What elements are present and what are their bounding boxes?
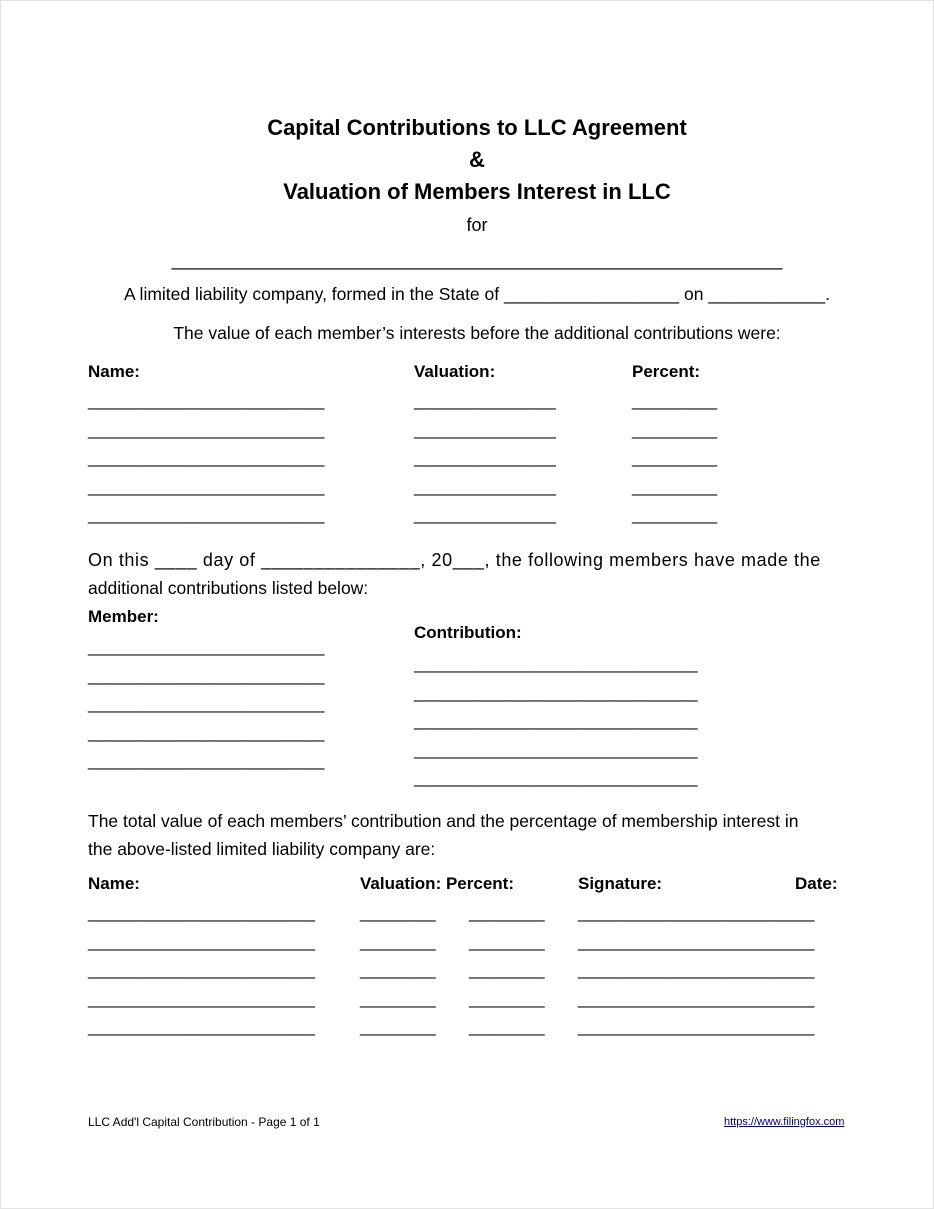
before-valuation-header: Valuation:: [414, 362, 496, 381]
additional-sentence-line-2: additional contributions listed below:: [88, 578, 369, 598]
before-valuation-blank[interactable]: _______________: [414, 476, 556, 496]
contribution-blank[interactable]: ______________________________: [414, 711, 698, 730]
contribution-header: Contribution:: [414, 623, 522, 642]
before-percent-header: Percent:: [632, 362, 701, 381]
before-valuation-blank[interactable]: _______________: [414, 505, 556, 524]
additional-sentence-line-1: On this ____ day of _______________, 20___, the following members have made the: [88, 550, 821, 570]
before-name-blank[interactable]: _________________________: [88, 448, 325, 467]
footer-website-link[interactable]: https://www.filingfox.com: [724, 1116, 845, 1128]
total-name-blank[interactable]: ________________________: [88, 988, 315, 1008]
total-signature-blank[interactable]: _________________________: [578, 903, 815, 922]
total-signature-blank[interactable]: _________________________: [578, 931, 815, 951]
total-name-blank[interactable]: ________________________: [88, 960, 315, 979]
total-percent-blank[interactable]: ________: [469, 988, 545, 1008]
before-name-blank[interactable]: _________________________: [88, 505, 325, 524]
total-name-blank[interactable]: ________________________: [88, 903, 315, 922]
before-name-blank[interactable]: _________________________: [88, 419, 325, 439]
total-valuation-blank[interactable]: ________: [360, 903, 436, 922]
total-name-blank[interactable]: ________________________: [88, 1017, 315, 1036]
total-sentence-line-2: the above-listed limited liability company are:: [88, 839, 436, 859]
contribution-blank[interactable]: ______________________________: [414, 768, 698, 787]
contribution-blank[interactable]: ______________________________: [414, 739, 698, 759]
total-percent-blank[interactable]: ________: [469, 1017, 545, 1036]
total-date-header: Date:: [795, 874, 838, 893]
before-percent-blank[interactable]: _________: [632, 391, 718, 410]
before-percent-blank[interactable]: _________: [632, 505, 718, 524]
before-percent-blank[interactable]: _________: [632, 448, 718, 467]
total-signature-blank[interactable]: _________________________: [578, 960, 815, 979]
for-label: for: [466, 215, 488, 235]
before-name-blank[interactable]: _________________________: [88, 391, 325, 410]
member-blank[interactable]: _________________________: [88, 694, 325, 713]
total-signature-blank[interactable]: _________________________: [578, 988, 815, 1008]
member-blank[interactable]: _________________________: [88, 722, 325, 742]
total-valuation-blank[interactable]: ________: [360, 960, 436, 979]
total-valuation-blank[interactable]: ________: [360, 988, 436, 1008]
total-signature-header: Signature:: [578, 874, 663, 893]
total-percent-blank[interactable]: ________: [469, 903, 545, 922]
contribution-blank[interactable]: ______________________________: [414, 654, 698, 673]
total-valuation-percent-header: Valuation: Percent:: [360, 874, 514, 893]
total-sentence-line-1: The total value of each members’ contribution and the percentage of membership interest in: [88, 811, 799, 831]
title-ampersand: &: [469, 147, 485, 172]
contribution-blank[interactable]: ______________________________: [414, 682, 698, 702]
before-percent-blank[interactable]: _________: [632, 419, 718, 439]
total-signature-blank[interactable]: _________________________: [578, 1017, 815, 1036]
before-valuation-blank[interactable]: _______________: [414, 448, 556, 467]
total-percent-blank[interactable]: ________: [469, 931, 545, 951]
before-valuation-blank[interactable]: _______________: [414, 419, 556, 439]
before-percent-blank[interactable]: _________: [632, 476, 718, 496]
total-name-header: Name:: [88, 874, 140, 893]
total-valuation-blank[interactable]: ________: [360, 1017, 436, 1036]
member-header: Member:: [88, 607, 159, 626]
footer-page-label: LLC Add'l Capital Contribution - Page 1 of 1: [88, 1115, 320, 1129]
before-name-header: Name:: [88, 362, 140, 381]
before-sentence: The value of each member’s interests before the additional contributions were:: [173, 323, 781, 343]
before-name-blank[interactable]: _________________________: [88, 476, 325, 496]
company-name-blank: _____________________________________________________________: [171, 250, 783, 270]
state-sentence: A limited liability company, formed in the State of __________________ on ____________.: [123, 284, 831, 304]
member-blank[interactable]: _________________________: [88, 665, 325, 685]
title-line-1: Capital Contributions to LLC Agreement: [267, 115, 687, 140]
before-valuation-blank[interactable]: _______________: [414, 391, 556, 410]
total-name-blank[interactable]: ________________________: [88, 931, 315, 951]
total-percent-blank[interactable]: ________: [469, 960, 545, 979]
member-blank[interactable]: _________________________: [88, 637, 325, 656]
title-line-2: Valuation of Members Interest in LLC: [283, 179, 671, 204]
total-valuation-blank[interactable]: ________: [360, 931, 436, 951]
member-blank[interactable]: _________________________: [88, 751, 325, 770]
